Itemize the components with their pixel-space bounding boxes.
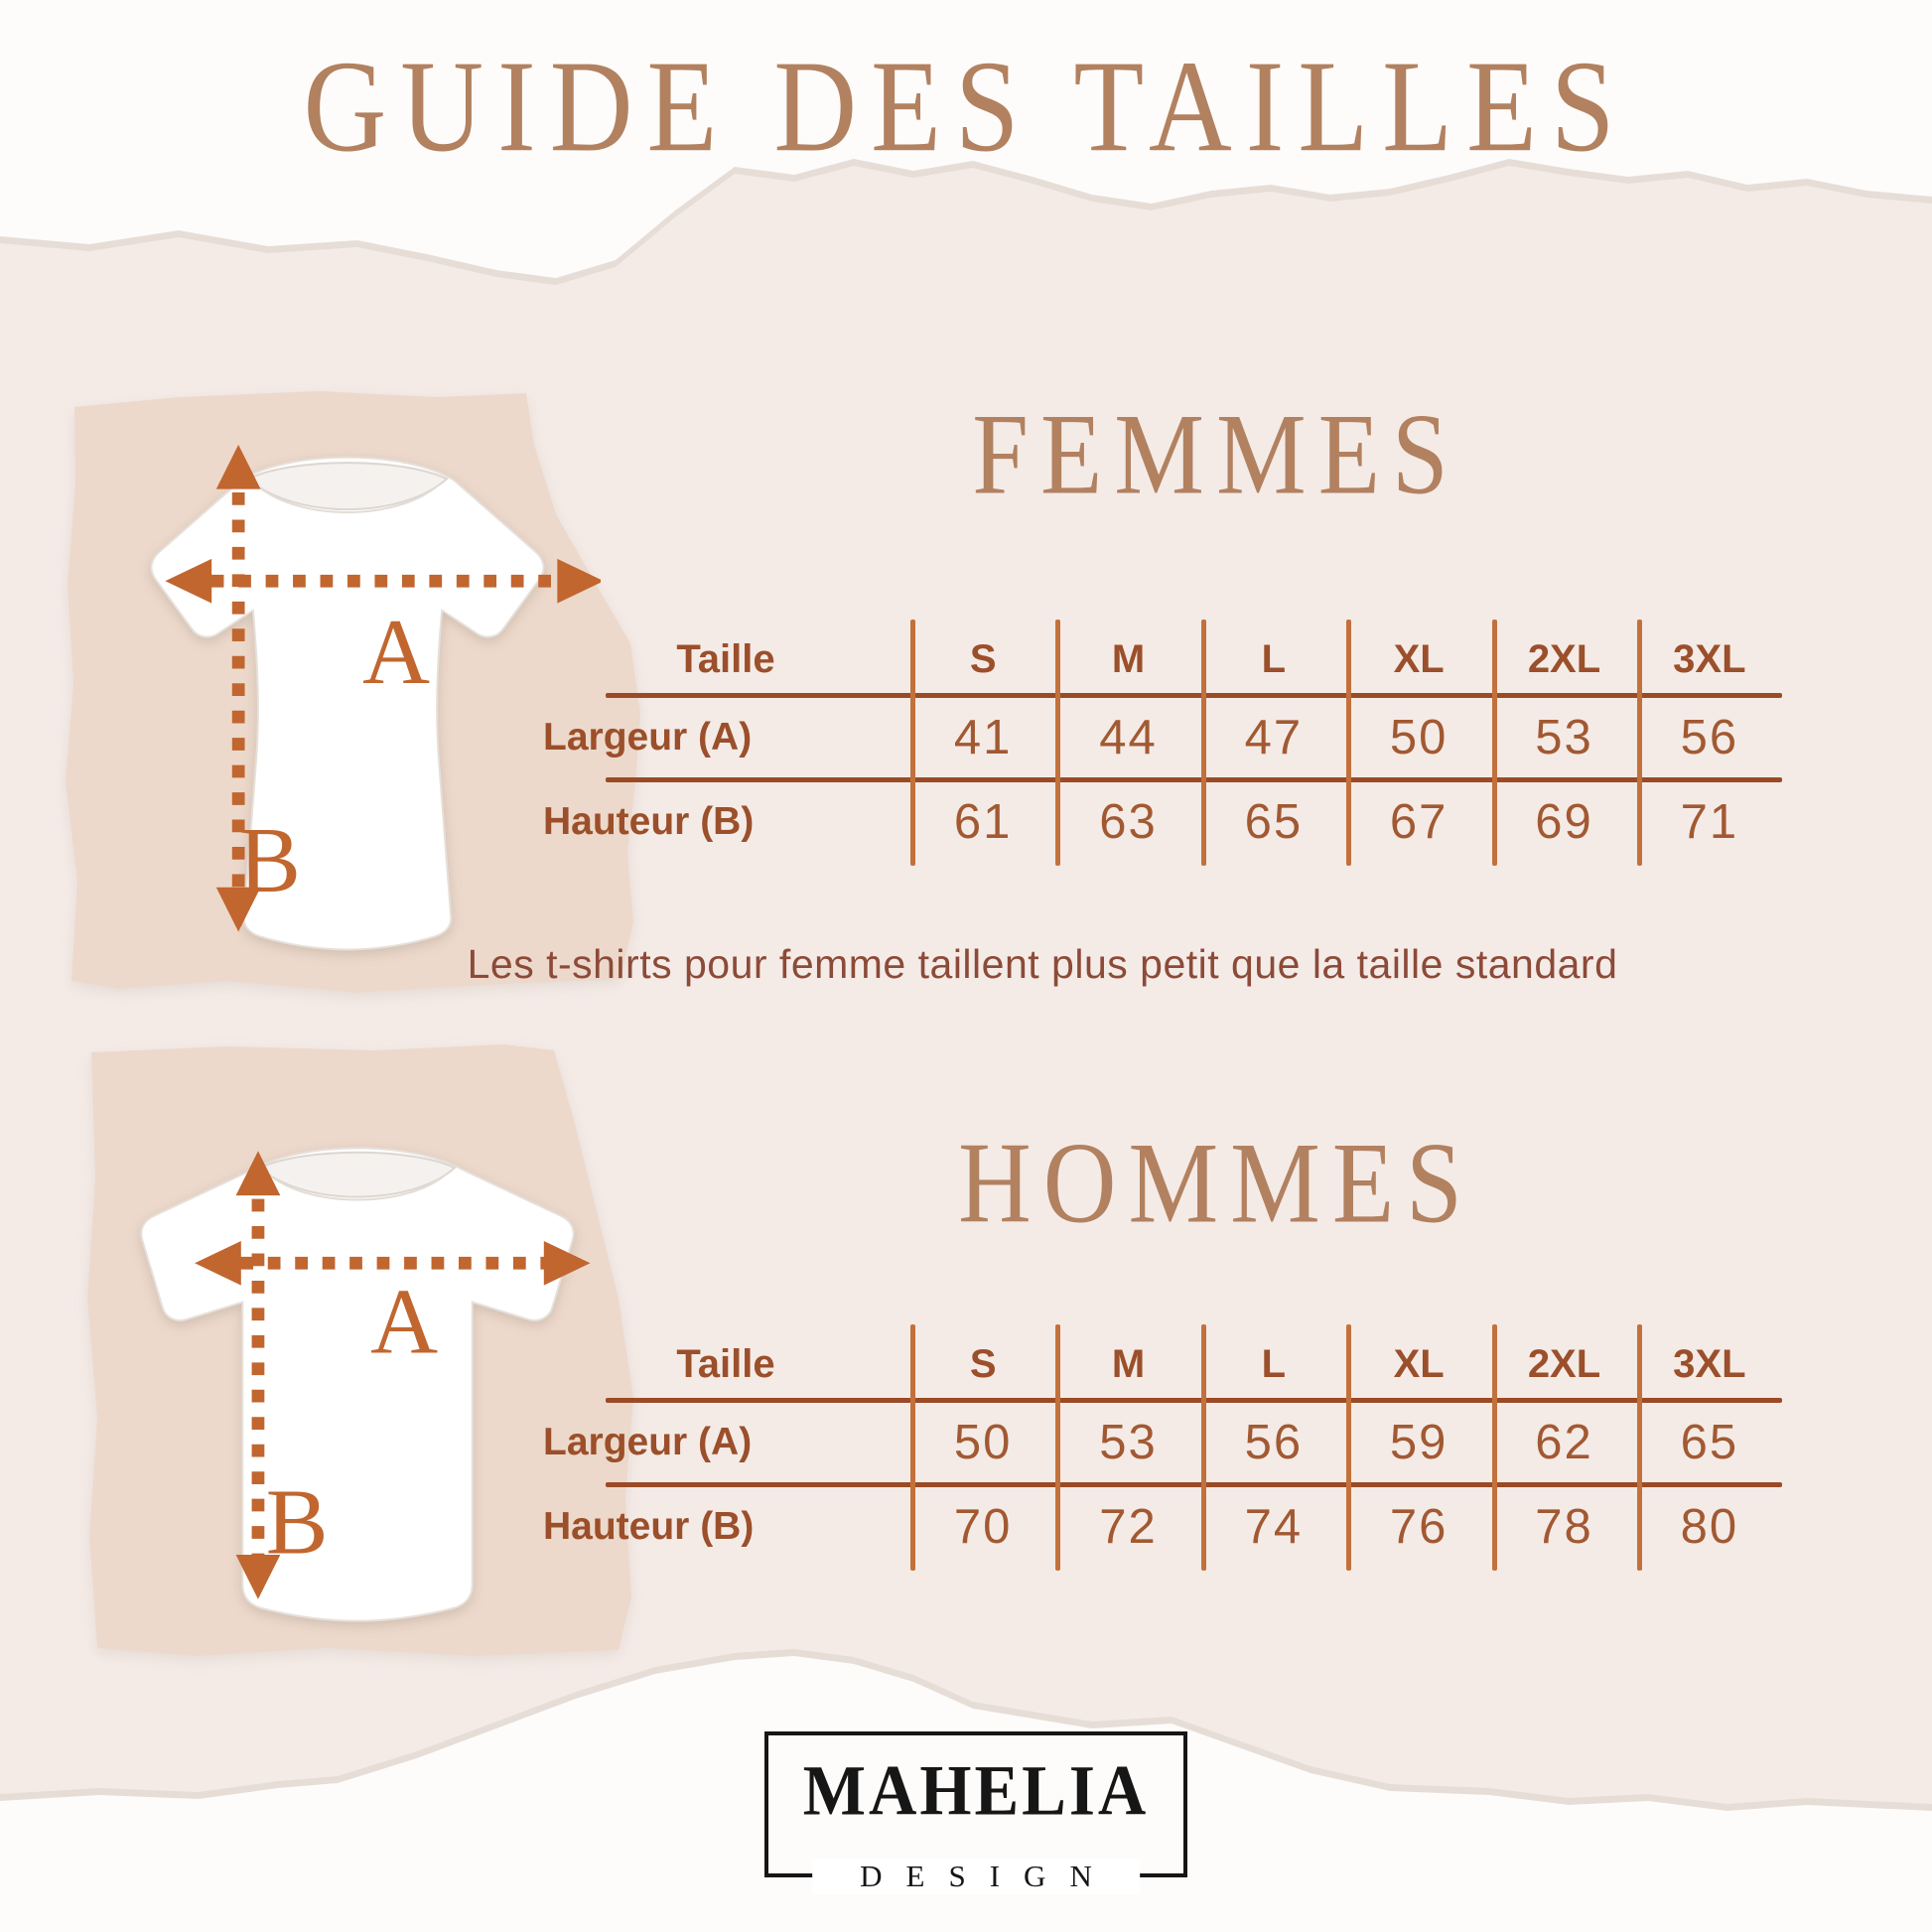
size-header: XL — [1393, 1341, 1445, 1386]
table-rule — [606, 1398, 1782, 1403]
label-a-femmes: A — [362, 601, 431, 705]
arrowhead-up — [217, 446, 260, 488]
table-value: 76 — [1389, 1499, 1449, 1554]
table-divider — [1637, 1324, 1642, 1571]
row-label: Hauteur (B) — [543, 1504, 755, 1548]
size-header: L — [1261, 1341, 1287, 1386]
size-table-femmes — [541, 623, 1782, 864]
logo-subtitle: DESIGN — [812, 1859, 1140, 1894]
size-header: 3XL — [1673, 1341, 1746, 1386]
table-value: 62 — [1535, 1415, 1593, 1469]
size-table-hommes — [541, 1328, 1782, 1569]
row-label: Largeur (A) — [543, 715, 753, 759]
table-value: 56 — [1680, 710, 1739, 764]
section-heading-femmes: FEMMES — [972, 391, 1460, 519]
table-value: 69 — [1535, 794, 1593, 849]
table-value: 61 — [953, 794, 1013, 849]
label-a-hommes: A — [370, 1270, 439, 1374]
table-divider — [1346, 620, 1351, 866]
table-value: 44 — [1099, 710, 1158, 764]
table-value: 50 — [1389, 710, 1449, 764]
table-value: 74 — [1244, 1499, 1304, 1554]
table-rule — [606, 693, 1782, 698]
table-value: 50 — [953, 1415, 1013, 1469]
size-header: L — [1261, 636, 1287, 681]
tshirt-femmes-shape — [151, 458, 543, 950]
col-header: Taille — [676, 636, 775, 681]
size-header: XL — [1393, 636, 1445, 681]
table-value: 80 — [1680, 1499, 1739, 1554]
table-rule — [606, 777, 1782, 782]
row-label: Largeur (A) — [543, 1420, 753, 1463]
table-value: 72 — [1099, 1499, 1158, 1554]
fit-note-femmes: Les t-shirts pour femme taillent plus petit que la taille standard — [467, 941, 1618, 987]
table-divider — [1492, 1324, 1497, 1571]
table-value: 41 — [953, 710, 1013, 764]
page-title: GUIDE DES TAILLES — [303, 34, 1629, 180]
table-rule — [606, 1482, 1782, 1487]
table-divider — [1637, 620, 1642, 866]
label-b-hommes: B — [265, 1470, 329, 1575]
table-divider — [910, 1324, 915, 1571]
table-value: 71 — [1680, 794, 1739, 849]
table-divider — [910, 620, 915, 866]
table-value: 53 — [1535, 710, 1593, 764]
table-value: 65 — [1244, 794, 1304, 849]
size-header: M — [1111, 636, 1146, 681]
table-value: 70 — [953, 1499, 1013, 1554]
table-value: 63 — [1099, 794, 1158, 849]
arrowhead-right — [558, 560, 601, 603]
table-value: 56 — [1244, 1415, 1304, 1469]
logo-name: MAHELIA — [802, 1751, 1150, 1831]
size-header: 3XL — [1673, 636, 1746, 681]
table-divider — [1055, 620, 1060, 866]
table-value: 67 — [1389, 794, 1449, 849]
size-header: M — [1111, 1341, 1146, 1386]
section-heading-hommes: HOMMES — [958, 1120, 1474, 1248]
table-value: 53 — [1099, 1415, 1158, 1469]
table-value: 78 — [1535, 1499, 1593, 1554]
label-b-femmes: B — [238, 809, 301, 913]
table-value: 65 — [1680, 1415, 1739, 1469]
table-divider — [1201, 1324, 1206, 1571]
tshirt-femmes-image — [94, 422, 601, 968]
brand-logo — [764, 1731, 1187, 1893]
size-header: S — [969, 1341, 997, 1386]
table-divider — [1346, 1324, 1351, 1571]
size-header: S — [969, 636, 997, 681]
table-value: 47 — [1244, 710, 1304, 764]
table-value: 59 — [1389, 1415, 1449, 1469]
table-divider — [1055, 1324, 1060, 1571]
size-header: 2XL — [1527, 636, 1601, 681]
table-divider — [1492, 620, 1497, 866]
col-header: Taille — [676, 1341, 775, 1386]
size-header: 2XL — [1527, 1341, 1601, 1386]
row-label: Hauteur (B) — [543, 799, 755, 843]
table-divider — [1201, 620, 1206, 866]
